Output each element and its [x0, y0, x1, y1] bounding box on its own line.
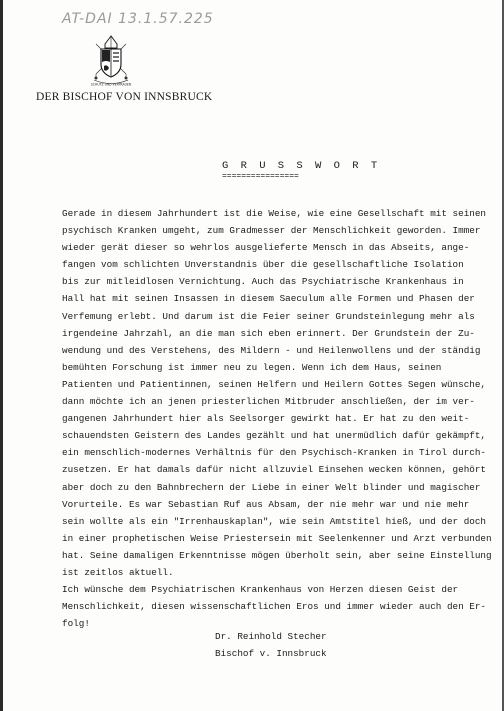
letter-body: [62, 205, 492, 632]
body-line: Ich wünsche dem Psychiatrischen Krankenhaus von Herzen diesen Geist der: [62, 584, 459, 596]
body-line: psychisch Kranken umgeht, zum Gradmesser der Menschlichkeit geworden. Immer: [62, 225, 481, 237]
body-line: fangen vom schlichten Unverstandnis über die gesellschaftliche Isolation: [62, 259, 464, 271]
scan-edge-left: [0, 0, 3, 711]
body-line: Verfemung erlebt. Und darum ist die Feier seiner Grundsteinlegung mehr als: [62, 310, 475, 322]
body-line: bemühten Forschung ist immer neu zu legen. Wenn ich dem Haus, seinen: [62, 361, 442, 373]
signature-block: [215, 628, 327, 662]
body-line: aber doch zu den Bahnbrechern der Liebe in einer Welt blinder und magischer: [62, 481, 481, 493]
signature-title: Bischof v. Innsbruck: [215, 648, 327, 659]
body-line: gangenen Jahrhundert hier als Seelsorger gewirkt hat. Er hat zu den weit-: [62, 413, 470, 425]
body-line: Hall hat mit seinen Insassen in diesem Saeculum alle Formen und Phasen der: [62, 293, 475, 305]
body-line: Vorurteile. Es war Sebastian Ruf aus Absam, der nie mehr war und nie mehr: [62, 498, 470, 510]
body-line: ist zeitlos aktuell.: [62, 566, 174, 578]
body-line: in einer prophetischen Weise Priestersein mit Seelenkenner und Arzt verbunden: [62, 532, 492, 544]
body-line: hat. Seine damaligen Erkenntnisse mögen überholt sein, aber seine Einstellung: [62, 549, 492, 561]
letterhead-sender: DER BISCHOF VON INNSBRUCK: [36, 91, 213, 103]
document-title: G R U S S W O R T: [222, 160, 381, 172]
body-line: dann möchte ich an jenen priesterlichen Mitbruder anschließen, der im ver-: [62, 396, 475, 408]
body-line: Patienten und Patientinnen, seinen Helfern und Heilern Gottes Segen wünsche,: [62, 378, 487, 390]
body-line: schauendsten Geistern des Landes gezählt und hat unermüdlich dafür gekämpft,: [62, 430, 487, 442]
body-line: sein wollte als ein "Irrenhauskaplan", wie sein Amtstitel hieß, und der doch: [62, 515, 487, 527]
body-line: folg!: [62, 618, 90, 630]
body-line: ein menschlich-modernes Verhältnis für den Psychisch-Kranken in Tirol durch-: [62, 447, 487, 459]
crest-motto: SCHUTZ UND VERTRAUEN: [90, 82, 132, 87]
archive-stamp: AT-DAI 13.1.57.225: [62, 11, 214, 27]
episcopal-crest-icon: [88, 34, 134, 88]
signature-name: Dr. Reinhold Stecher: [215, 631, 327, 642]
body-line: Menschlichkeit, diesen wissenschaftlichen Eros und immer wieder auch den Er-: [62, 601, 487, 613]
body-line: irgendeine Jahrzahl, an die man sich eben erinnert. Der Grundstein der Zu-: [62, 327, 475, 339]
body-line: zusetzen. Er hat damals dafür nicht allzuviel Einsehen wecken können, gehört: [62, 464, 487, 476]
body-line: bis zur mitleidlosen Vernichtung. Auch das Psychiatrische Krankenhaus in: [62, 276, 464, 288]
body-line: Gerade in diesem Jahrhundert ist die Weise, wie eine Gesellschaft mit seinen: [62, 208, 487, 219]
body-line: wieder gerät dieser so wehrlos ausgelieferte Mensch in das Abseits, ange-: [62, 242, 470, 254]
title-underline: ================: [222, 172, 299, 181]
body-line: wendung und des Verstehens, des Mildern - und Heilenwollens und der ständig: [62, 344, 481, 356]
